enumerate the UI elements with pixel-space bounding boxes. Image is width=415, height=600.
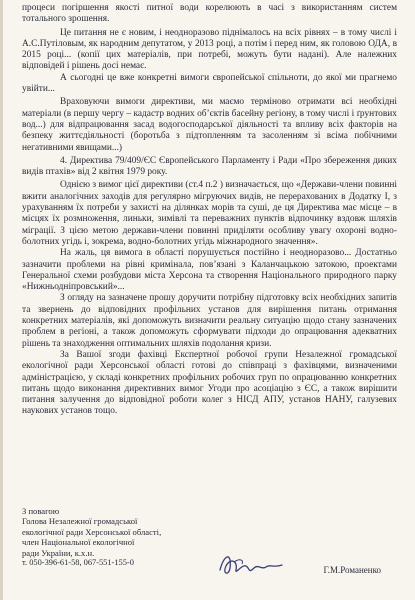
phone-line: т. 050-396-61-58, 067-551-155-0 — [22, 558, 134, 568]
respect-line: З повагою — [22, 506, 60, 516]
paragraph-2: Це питання не є новим, і неодноразово піднімалось на всіх рівнях – в тому числі і А.С.Путіловым, як народним депутатом, у 2013 році, а потім і перед ним, як головою ОДА, в 2015 році... (копії цих матеріалів, при потребі, можуть бути надані). Але належних відповідей і рішень досі немає. — [22, 27, 397, 72]
paragraph-3: А сьогодні це вже конкретні вимоги європейської спільноти, до якої ми прагнемо увійти... — [22, 72, 397, 95]
paragraph-8: З огляду на зазначене прошу доручити потрібну підготовку всіх необхідних запитів та звернень до відповідних профільних установ для вирішення питань отримання конкретних матеріалів, які допоможуть визначити реальну ситуацію щодо стану зазначених проблем в регіоні, а також допоможуть сформувати підходи до опрацювання адекватних рішень та знаходження оптимальних шляхів подолання кризи. — [22, 293, 397, 349]
org-line-2: екологічної ради Херсонської області, — [22, 526, 162, 537]
paragraph-4: Враховуючи вимоги директиви, ми маємо терміново отримати всі необхідні матеріали (в першу чергу – кадастр водних об’єктів басейну регіону, в тому числі і ґрунтових вод...) для відпрацювання засад водогосподарської діяльності та впливу всіх факторів на безпеку життєдіяльності (боротьба з підтопленням та засоленням зі всіма побічними негативними явищами...) — [22, 97, 397, 153]
paragraph-directive-heading: 4. Директива 79/409/ЄС Європейського Парламенту і Ради «Про збереження диких видів птахів» від 2 квітня 1979 року. — [22, 155, 397, 178]
paragraph-9: За Вашої згоди фахівці Експертної робочої групи Незалежної громадської екологічної ради Херсонської області готові до співпраці з фахівцями, визначеними адміністрацією, у складі конкретних профільних робочих груп по опрацюванню конкретних питань щодо виконання директивних вимог Угоди про асоціацію з ЄС, а також вирішити питання залучення до відповідної роботи колег з НІСД АПУ, установ НАНУ, галузевих наукових установ тощо. — [22, 349, 397, 417]
org-line-3: член Національної екологічної — [22, 537, 135, 548]
letter-footer — [22, 506, 401, 568]
paragraph-1: процеси погіршення якості питної води корелюють в часі з використанням систем тотального зрошення. — [22, 3, 397, 25]
org-line-1: Голова Незалежної громадської — [22, 516, 138, 527]
handwritten-signature — [214, 548, 286, 582]
paragraph-7: На жаль, ця вимога в області порушується постійно і неодноразово... Достатньо зазначити проблеми на рівні кримінала, пов’язані з Каланчацькою затокою, проектами Генеральної схеми розбудови міста Херсона та створення Національного природного парку «Нижньодніпровський»... — [22, 248, 397, 293]
org-line-4: ради України, к.х.н. — [22, 547, 95, 558]
paragraph-6: Однією з вимог цієї директиви (ст.4 п.2 ) визначається, що «Держави-члени повинні вжити аналогічних заходів для регулярно мігруючих видів, не перерахованих в Додатку I, з урахуванням їх потреби у захисті на ділянках морів та суші, де ця Директива має місце – в місцях їх розмноження, линьки, зимівлі та переважних пунктів відпочинку вздовж шляхів міграції. З цією метою держави-члени повинні приділяти особливу увагу охороні водно-болотних угідь і, зокрема, водно-болотних угідь міжнародного значення». — [22, 180, 397, 247]
signer-name: Г.М.Романенко — [323, 565, 381, 575]
